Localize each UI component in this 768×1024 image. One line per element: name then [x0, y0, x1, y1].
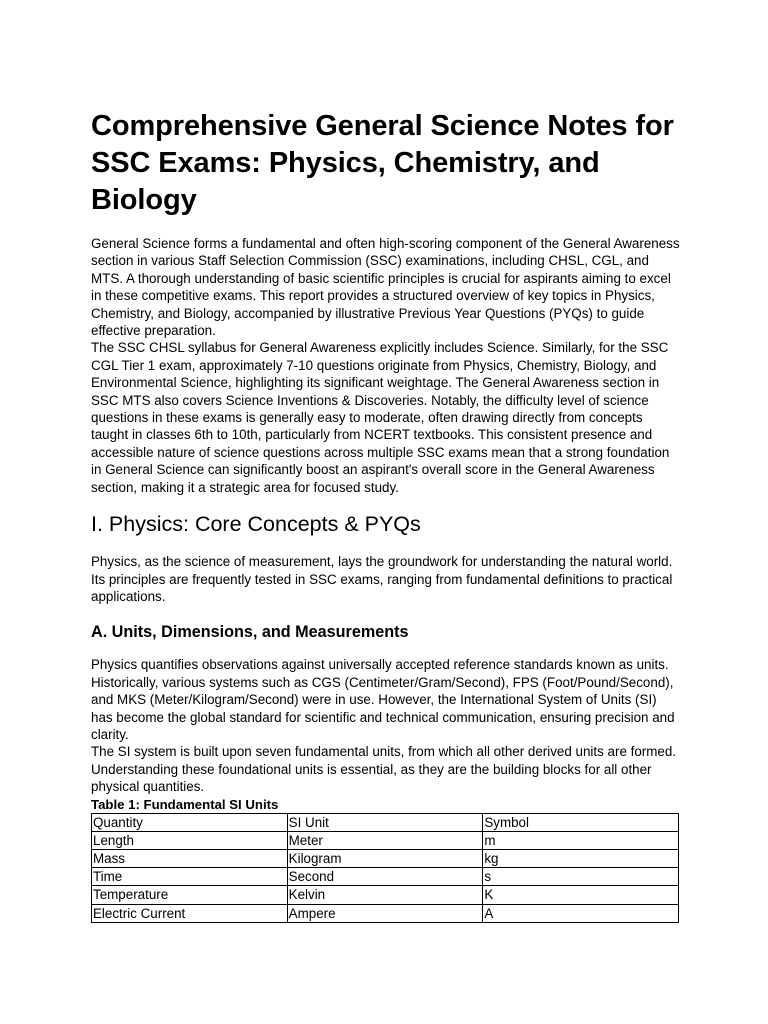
table-cell: A [483, 904, 679, 922]
table-cell: kg [483, 849, 679, 867]
table-cell: s [483, 868, 679, 886]
document-title: Comprehensive General Science Notes for SSC Exams: Physics, Chemistry, and Biology [91, 110, 674, 216]
table-cell: Second [287, 868, 483, 886]
table-row [92, 831, 679, 849]
si-units-table [91, 813, 679, 923]
table-cell: Mass [92, 849, 288, 867]
units-paragraph-2: The SI system is built upon seven fundamental units, from which all other derived units are formed. Understanding these foundational units is essential, as they are the building blocks for all other physical quantities. [91, 744, 677, 795]
table-cell: Kelvin [287, 886, 483, 904]
table-cell: Ampere [287, 904, 483, 922]
table-cell: Temperature [92, 886, 288, 904]
intro-paragraph-2: The SSC CHSL syllabus for General Awareness explicitly includes Science. Similarly, for the SSC CGL Tier 1 exam, approximately 7-10 questions originate from Physics, Chemistry, Biology, and Environmental Science, highlighting its significant weightage. The General Awareness section in SSC MTS also covers Science Inventions & Discoveries. Notably, the difficulty level of science questions in these exams is generally easy to moderate, often drawing directly from concepts taught in classes 6th to 10th, particularly from NCERT textbooks. This consistent presence and accessible nature of science questions across multiple SSC exams mean that a strong foundation in General Science can significantly boost an aspirant's overall score in the General Awareness section, making it a strategic area for focused study. [91, 340, 670, 495]
table-header-row [92, 813, 679, 831]
table-row [92, 904, 679, 922]
table-cell: m [483, 831, 679, 849]
header-cell-quantity: Quantity [92, 813, 288, 831]
table-cell: Electric Current [92, 904, 288, 922]
units-paragraph-1: Physics quantifies observations against universally accepted reference standards known as units. Historically, various systems such as CGS (Centimeter/Gram/Second), FPS (Foot/Pound/Second), and MKS (Meter/Kilogram/Second) were in use. However, the International System of Units (SI) has become the global standard for scientific and technical communication, ensuring precision and clarity. [91, 657, 675, 742]
table-cell: Kilogram [287, 849, 483, 867]
physics-intro-paragraph: Physics, as the science of measurement, lays the groundwork for understanding the natural world. Its principles are frequently tested in SSC exams, ranging from fundamental definitions to practical applications. [91, 554, 673, 604]
header-cell-symbol: Symbol [483, 813, 679, 831]
table-cell: Time [92, 868, 288, 886]
table-cell: K [483, 886, 679, 904]
physics-section-heading: I. Physics: Core Concepts & PYQs [91, 512, 421, 537]
table-row [92, 886, 679, 904]
units-subsection-heading: A. Units, Dimensions, and Measurements [91, 623, 409, 642]
intro-paragraph-1: General Science forms a fundamental and often high-scoring component of the General Awareness section in various Staff Selection Commission (SSC) examinations, including CHSL, CGL, and MTS. A thorough understanding of basic scientific principles is crucial for aspirants aiming to excel in these competitive exams. This report provides a structured overview of key topics in Physics, Chemistry, and Biology, accompanied by illustrative Previous Year Questions (PYQs) to guide effective preparation. [91, 236, 680, 339]
table-row [92, 849, 679, 867]
table-caption: Table 1: Fundamental SI Units [91, 796, 279, 812]
document-page [91, 108, 681, 923]
table-cell: Length [92, 831, 288, 849]
table-cell: Meter [287, 831, 483, 849]
header-cell-si-unit: SI Unit [287, 813, 483, 831]
table-row [92, 868, 679, 886]
